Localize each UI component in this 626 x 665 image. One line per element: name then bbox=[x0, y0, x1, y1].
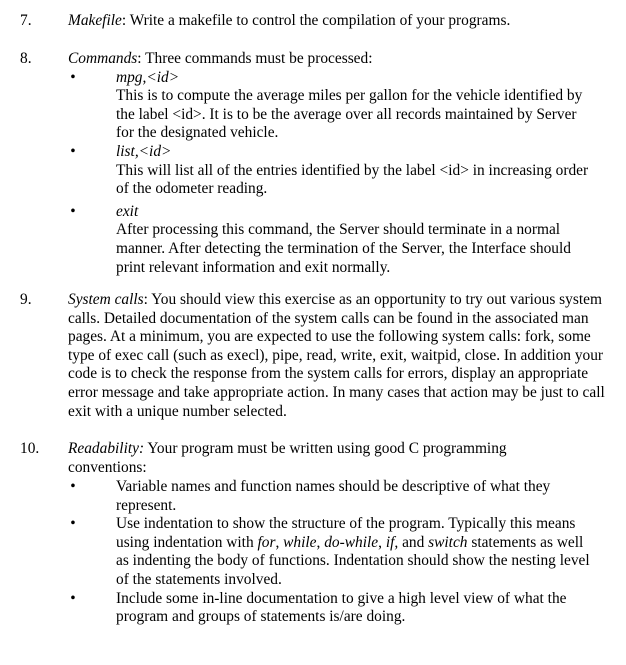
command-description: This will list all of the entries identified by the label <id> in increasing order of the odometer reading. bbox=[116, 161, 589, 198]
item-body bbox=[68, 50, 613, 69]
bullet-dot: • bbox=[70, 142, 76, 160]
list-item bbox=[68, 515, 598, 589]
item-text: Your program must be written using good C programming conventions: bbox=[68, 440, 507, 476]
item-text: : Write a makefile to control the compilation of your programs. bbox=[121, 12, 511, 29]
command-name: exit bbox=[116, 202, 139, 220]
list-item bbox=[68, 203, 598, 277]
convention-list bbox=[68, 478, 598, 627]
bullet-dot: • bbox=[70, 202, 76, 220]
item-heading: Makefile bbox=[68, 12, 122, 29]
item-text: : Three commands must be processed: bbox=[137, 50, 373, 67]
convention-text: Include some in-line documentation to give a high level view of what the program and groups of statements is/are doing. bbox=[116, 589, 567, 626]
item-number: 7. bbox=[20, 12, 32, 29]
item-number: 9. bbox=[20, 291, 32, 308]
command-name: mpg,<id> bbox=[116, 68, 180, 86]
list-item bbox=[68, 143, 598, 199]
command-description: After processing this command, the Server should terminate in a normal manner. After detecting the termination of the Server, the Interface should print relevant information and exit normally. bbox=[116, 221, 571, 276]
item-heading: System calls bbox=[68, 291, 144, 308]
bullet-dot: • bbox=[70, 478, 76, 495]
convention-text: Variable names and function names should be descriptive of what they represent. bbox=[116, 478, 551, 514]
list-item bbox=[68, 69, 598, 143]
bullet-dot: • bbox=[70, 68, 76, 86]
item-number: 10. bbox=[20, 440, 40, 457]
item-number: 8. bbox=[20, 50, 32, 67]
item-body bbox=[68, 12, 613, 31]
item-text: : You should view this exercise as an opportunity to try out various system calls. Detailed documentation of the system calls can be found in the associated man pages. At a minimum, you are expected to use the following system calls: fork, some type of exec call (such as execl), pipe, read, write, exit, waitpid, close. In addition your code is to check the response from the system calls for errors, display an appropriate error message and take appropriate action. In many cases that action may be just to call exit with a unique number selected. bbox=[68, 291, 605, 420]
item-body bbox=[68, 440, 548, 477]
item-body bbox=[68, 291, 613, 421]
item-heading: Commands bbox=[68, 50, 138, 67]
list-item bbox=[68, 478, 598, 515]
bullet-dot: • bbox=[70, 589, 76, 607]
list-item bbox=[68, 590, 598, 627]
item-heading: Readability: bbox=[68, 440, 145, 457]
command-name: list,<id> bbox=[116, 142, 172, 160]
bullet-dot: • bbox=[70, 515, 76, 533]
command-description: This is to compute the average miles per gallon for the vehicle identified by the label <id>. It is to be the average over all records maintained by Server for the designated vehicle. bbox=[116, 87, 583, 142]
convention-text: Use indentation to show the structure of the program. Typically this means using indentation with for, while, do-while, if, and switch statements as well as indenting the body of functions. Indentation should show the nesting level of the statements involved. bbox=[116, 515, 590, 588]
command-list bbox=[68, 69, 598, 278]
